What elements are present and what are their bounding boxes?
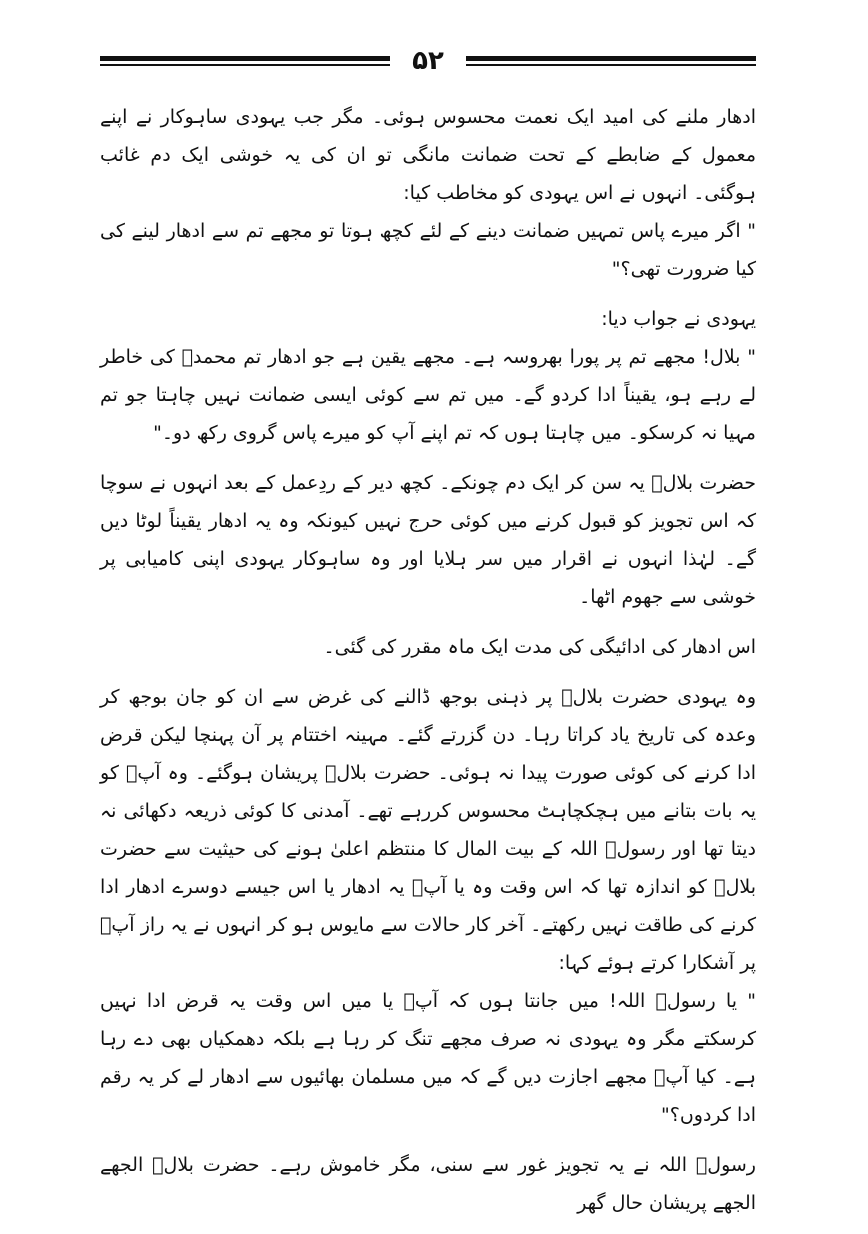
quote-paragraph: " اگر میرے پاس تمہیں ضمانت دینے کے لئے کچھ ہوتا تو مجھے تم سے ادھار لینے کی کیا ضرورت تھی؟"	[100, 220, 756, 280]
header-rule-left	[100, 56, 390, 68]
page-body	[100, 98, 756, 1234]
quote-paragraph: " بلال! مجھے تم پر پورا بھروسہ ہے۔ مجھے یقین ہے جو ادھار تم محمدؐ کی خاطر لے رہے ہو، یقیناً ادا کردو گے۔ میں تم سے کوئی ایسی ضمانت نہیں چاہتا جو تم مہیا نہ کرسکو۔ میں چاہتا ہوں کہ تم اپنے آپ کو میرے پاس گروی رکھ دو۔"	[100, 346, 756, 444]
page-number: ۵۲	[412, 46, 444, 76]
paragraph: رسولؐ اللہ نے یہ تجویز غور سے سنی، مگر خاموش رہے۔ حضرت بلالؓ الجھے الجھے پریشان حال گھر	[100, 1154, 756, 1214]
paragraph: اس ادھار کی ادائیگی کی مدت ایک ماہ مقرر کی گئی۔	[323, 636, 756, 658]
header-rule-right	[466, 56, 756, 68]
paragraph: حضرت بلالؓ یہ سن کر ایک دم چونکے۔ کچھ دیر کے ردِعمل کے بعد انہوں نے سوچا کہ اس تجویز کو قبول کرنے میں کوئی حرج نہیں کیونکہ وہ یہ ادھار یقیناً لوٹا دیں گے۔ لہٰذا انہوں نے اقرار میں سر ہلایا اور وہ ساہوکار یہودی اپنی کامیابی پر خوشی سے جھوم اٹھا۔	[100, 472, 756, 608]
paragraph: وہ یہودی حضرت بلالؓ پر ذہنی بوجھ ڈالنے کی غرض سے ان کو جان بوجھ کر وعدہ کی تاریخ یاد کراتا رہا۔ دن گزرتے گئے۔ مہینہ اختتام پر آن پہنچا لیکن قرض ادا کرنے کی کوئی صورت پیدا نہ ہوئی۔ حضرت بلالؓ پریشان ہوگئے۔ وہ آپؐ کو یہ بات بتانے میں ہچکچاہٹ محسوس کررہے تھے۔ آمدنی کا کوئی ذریعہ دکھائی نہ دیتا تھا اور رسولؐ اللہ کے بیت المال کا منتظم اعلیٰ ہونے کی حیثیت سے حضرت بلالؓ کو اندازہ تھا کہ اس وقت وہ یا آپؐ یہ ادھار یا اس جیسے دوسرے ادھار ادا کرنے کی طاقت نہیں رکھتے۔ آخر کار حالات سے مایوس ہو کر انہوں نے یہ راز آپؐ پر آشکارا کرتے ہوئے کہا:	[100, 686, 756, 974]
page-header	[100, 48, 756, 78]
quote-paragraph: " یا رسولؐ اللہ! میں جانتا ہوں کہ آپؐ یا میں اس وقت یہ قرض ادا نہیں کرسکتے مگر وہ یہودی نہ صرف مجھے تنگ کر رہا ہے بلکہ دھمکیاں بھی دے رہا ہے۔ کیا آپؐ مجھے اجازت دیں گے کہ میں مسلمان بھائیوں سے ادھار لے کر یہ رقم ادا کردوں؟"	[100, 990, 756, 1126]
paragraph: ادھار ملنے کی امید ایک نعمت محسوس ہوئی۔ مگر جب یہودی ساہوکار نے اپنے معمول کے ضابطے کے تحت ضمانت مانگی تو ان کی یہ خوشی ایک دم غائب ہوگئی۔ انہوں نے اس یہودی کو مخاطب کیا:	[100, 106, 756, 204]
reply-label: یہودی نے جواب دیا:	[601, 308, 756, 330]
